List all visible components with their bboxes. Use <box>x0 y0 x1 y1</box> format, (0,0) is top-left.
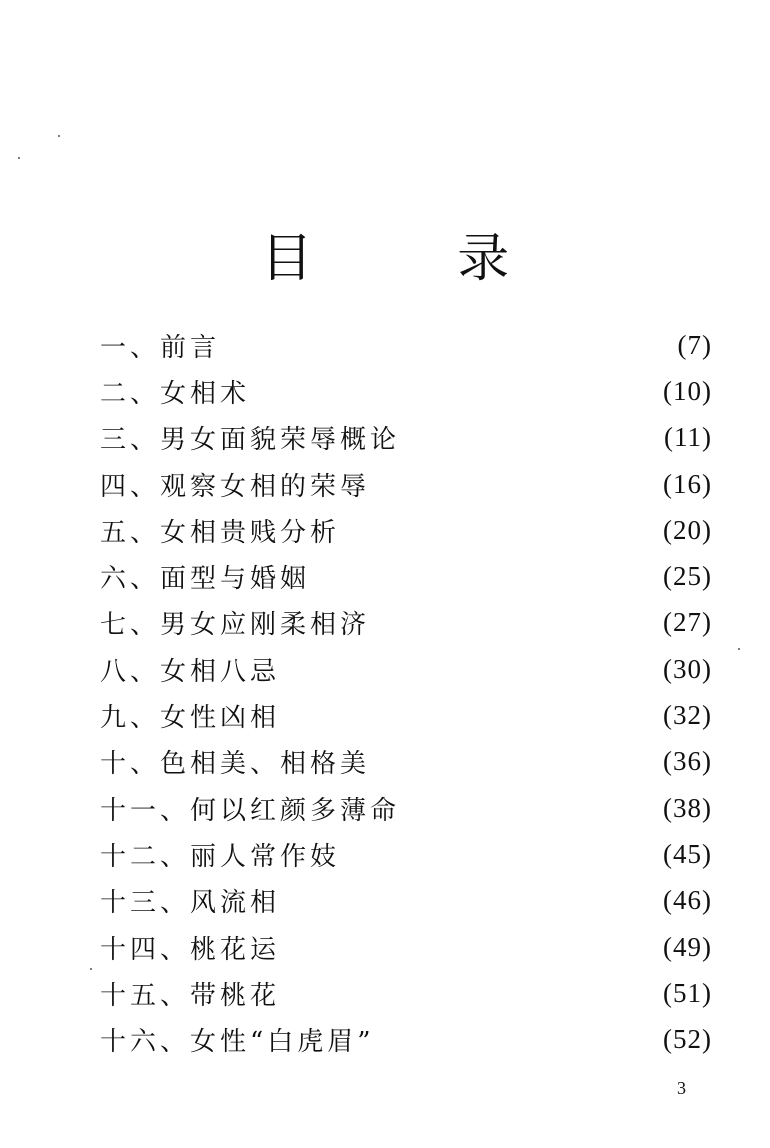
toc-entry-10 <box>100 739 712 785</box>
toc-entry-label: 十六、女性“白虎眉” <box>100 1027 375 1058</box>
toc-entry-page: (25) <box>663 561 712 592</box>
toc-entry-page: (30) <box>663 653 712 684</box>
dot-leader <box>342 507 657 553</box>
toc-entry-7 <box>100 600 712 646</box>
dot-leader <box>377 1017 657 1063</box>
dot-leader <box>282 646 657 692</box>
toc-entry-label: 十三、风流相 <box>100 888 281 919</box>
toc-entry-page: (32) <box>663 700 712 731</box>
toc-entry-label: 九、女性凶相 <box>100 703 281 734</box>
toc-entry-14 <box>100 924 712 970</box>
toc-entry-page: (16) <box>663 468 712 499</box>
toc-entry-13 <box>100 878 712 924</box>
dot-leader <box>312 554 657 600</box>
toc-entry-page: (45) <box>663 838 712 869</box>
toc-entry-label: 二、女相术 <box>100 378 251 409</box>
dot-leader <box>402 785 657 831</box>
toc-entry-label: 十二、丽人常作妓 <box>100 841 341 872</box>
toc-entry-label: 七、男女应刚柔相济 <box>100 610 371 641</box>
toc-entry-4 <box>100 461 712 507</box>
toc-entry-label: 一、前言 <box>100 332 221 363</box>
dot-leader <box>282 970 657 1016</box>
toc-entry-label: 十五、带桃花 <box>100 980 281 1011</box>
toc-entry-11 <box>100 785 712 831</box>
dot-leader <box>342 831 657 877</box>
toc-entry-label: 四、观察女相的荣辱 <box>100 471 371 502</box>
toc-entry-page: (36) <box>663 746 712 777</box>
toc-entry-page: (11) <box>664 422 712 453</box>
toc-entry-page: (38) <box>663 792 712 823</box>
dot-leader <box>282 693 657 739</box>
dot-leader <box>252 368 657 414</box>
toc-entry-label: 十、色相美、相格美 <box>100 749 371 780</box>
toc-entry-page: (52) <box>663 1024 712 1055</box>
dot-leader <box>222 322 672 368</box>
toc-entry-page: (51) <box>663 977 712 1008</box>
toc-entry-label: 三、男女面貌荣辱概论 <box>100 425 401 456</box>
toc-entry-label: 六、面型与婚姻 <box>100 564 311 595</box>
dot-leader <box>282 878 657 924</box>
dot-leader <box>402 415 658 461</box>
toc-entry-page: (49) <box>663 931 712 962</box>
toc-entry-label: 五、女相贵贱分析 <box>100 517 341 548</box>
scan-speck <box>58 135 60 137</box>
toc-entry-16 <box>100 1016 712 1062</box>
dot-leader <box>372 600 657 646</box>
toc-entry-label: 八、女相八忌 <box>100 656 281 687</box>
toc-entry-2 <box>100 368 712 414</box>
toc-entry-page: (27) <box>663 607 712 638</box>
toc-entry-12 <box>100 831 712 877</box>
toc-entry-label: 十四、桃花运 <box>100 934 281 965</box>
toc-entry-8 <box>100 646 712 692</box>
toc-entry-page: (46) <box>663 885 712 916</box>
toc-entry-1 <box>100 322 712 368</box>
scan-speck <box>90 968 92 970</box>
toc-entry-page: (7) <box>677 329 712 360</box>
dot-leader <box>372 461 657 507</box>
dot-leader <box>372 739 657 785</box>
toc-entry-page: (20) <box>663 514 712 545</box>
scan-speck <box>738 648 740 650</box>
toc-entry-3 <box>100 415 712 461</box>
toc-entry-6 <box>100 553 712 599</box>
table-of-contents <box>100 322 712 1063</box>
scan-speck <box>18 157 20 159</box>
toc-entry-page: (10) <box>663 375 712 406</box>
dot-leader <box>282 924 657 970</box>
page-title: 目 录 <box>260 228 574 289</box>
toc-entry-15 <box>100 970 712 1016</box>
toc-entry-label: 十一、何以红颜多薄命 <box>100 795 401 826</box>
page-number: 3 <box>677 1078 686 1098</box>
toc-entry-5 <box>100 507 712 553</box>
toc-entry-9 <box>100 692 712 738</box>
